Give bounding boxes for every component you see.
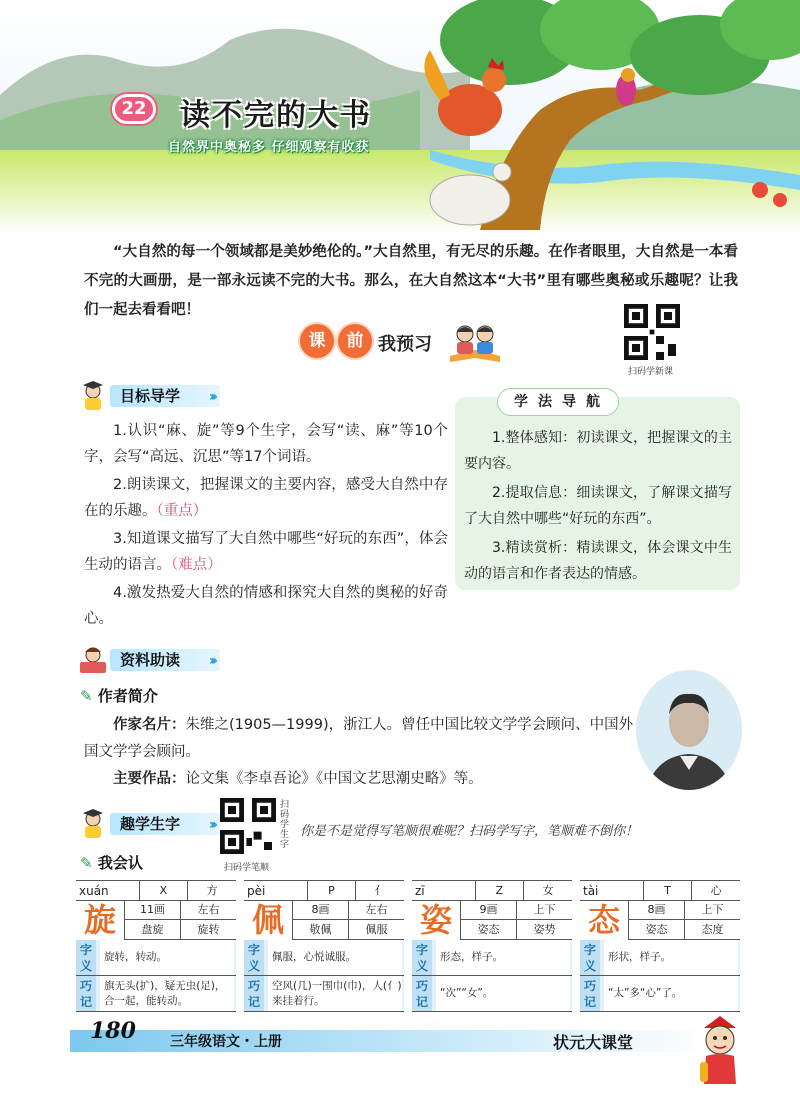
meaning-label: 字义 xyxy=(244,940,264,975)
tip-value: “次”“女”。 xyxy=(436,976,570,1011)
fun-heading xyxy=(110,813,220,835)
tip-value: “太”多“心”了。 xyxy=(604,976,738,1011)
qr-code-icon xyxy=(220,798,276,854)
method-item: 2.提取信息：细读课文，了解课文描写了大自然中哪些“好玩的东西”。 xyxy=(464,485,732,527)
word: 态度 xyxy=(684,920,740,939)
character-glyph: 态 xyxy=(587,901,620,939)
meaning-row xyxy=(580,940,740,976)
goal-item: 4.激发热爱大自然的情感和探究大自然的奥秘的好奇心。 xyxy=(84,585,448,627)
pinyin: tài xyxy=(583,884,599,898)
meaning-row xyxy=(244,940,404,976)
lesson-number-badge: 22 xyxy=(112,94,156,124)
tip-label: 巧记 xyxy=(412,976,432,1011)
stroke-count: 11画 xyxy=(124,900,180,919)
reading-boy-icon xyxy=(76,643,110,677)
author-info xyxy=(84,712,644,793)
tip-row xyxy=(412,976,572,1012)
fun-qr-side-label: 扫码学生字 xyxy=(280,800,290,850)
lesson-title: 读不完的大书 xyxy=(180,98,372,133)
author-heading: ✎ 作者简介 xyxy=(80,687,158,705)
tip-value: 空风(几)一围巾(巾)，人(亻)来挂着行。 xyxy=(268,976,402,1011)
portrait-figure xyxy=(636,670,742,790)
intro-paragraph: “大自然的每一个领域都是美妙绝伦的。”大自然里，有无尽的乐趣。在作者眼里，大自然是一本看不完的大画册，是一部永远读不完的大书。那么，在大自然这本“大书”里有哪些奥秘或乐趣呢？让我们一起去看看吧！ xyxy=(84,244,738,318)
preview-banner xyxy=(300,320,520,364)
character-card xyxy=(76,880,236,1012)
word: 盘旋 xyxy=(124,920,180,939)
tip-row xyxy=(76,976,236,1012)
structure: 左右 xyxy=(180,900,236,919)
tip-label: 巧记 xyxy=(244,976,264,1011)
method-list xyxy=(464,425,732,590)
reading-heading xyxy=(110,649,220,671)
brand-label: 状元大课堂 xyxy=(553,1033,634,1052)
pinyin: pèi xyxy=(247,884,266,898)
character-card xyxy=(412,880,572,1012)
goals-heading-row xyxy=(76,382,220,410)
preview-label: 我预习 xyxy=(378,334,432,355)
scholar-icon xyxy=(76,807,110,841)
radical: 女 xyxy=(523,881,572,900)
word: 旋转 xyxy=(180,920,236,939)
character-card xyxy=(580,880,740,1012)
key-point-mark: （重点） xyxy=(156,503,208,519)
fun-heading-text: 趣学生字 xyxy=(120,815,181,833)
method-heading: 学法导航 xyxy=(497,388,619,416)
meaning-value: 形状，样子。 xyxy=(604,940,738,975)
chevron-right-icon: ››› xyxy=(208,653,215,669)
lesson-header-illustration xyxy=(0,0,800,235)
character-glyph: 佩 xyxy=(251,901,284,939)
meaning-value: 旋转，转动。 xyxy=(100,940,234,975)
radical: 亻 xyxy=(355,881,404,900)
pencil-icon: ✎ xyxy=(80,687,93,705)
fun-qr-caption: 扫码学笔顺 xyxy=(224,863,270,873)
radical: 方 xyxy=(187,881,236,900)
method-item: 1.整体感知：初读课文，把握课文的主要内容。 xyxy=(464,430,732,472)
meaning-value: 佩服，心悦诚服。 xyxy=(268,940,402,975)
meaning-row xyxy=(76,940,236,976)
goal-item: 1.认识“麻、旋”等9个生字，会写“读、麻”等10个字，会写“高远、沉思”等17个词语。 xyxy=(84,423,448,465)
reading-heading-row xyxy=(76,646,220,674)
tip-label: 巧记 xyxy=(76,976,96,1011)
stroke-count: 8画 xyxy=(292,900,348,919)
qr-code-icon xyxy=(624,304,680,360)
tip-value: 旗无头(扩)，疑无虫(足)，合一起，能转动。 xyxy=(100,976,234,1011)
reading-children-icon xyxy=(445,320,505,364)
word: 佩服 xyxy=(348,920,404,939)
lesson-subtitle: 自然界中奥秘多 仔细观察有收获 xyxy=(168,140,370,155)
meaning-row xyxy=(412,940,572,976)
structure: 左右 xyxy=(348,900,404,919)
word: 姿态 xyxy=(628,920,684,939)
structure: 上下 xyxy=(684,900,740,919)
initial-letter: P xyxy=(307,881,356,900)
initial-letter: X xyxy=(139,881,188,900)
structure: 上下 xyxy=(516,900,572,919)
fun-heading-row xyxy=(76,810,220,838)
pinyin: zī xyxy=(415,884,425,898)
goal-item: 2.朗读课文，把握课文的主要内容，感受大自然中存在的乐趣。（重点） xyxy=(84,477,448,519)
goals-heading-text: 目标导学 xyxy=(120,387,181,405)
character-glyph: 旋 xyxy=(83,901,116,939)
initial-letter: T xyxy=(643,881,692,900)
pinyin: xuán xyxy=(79,884,109,898)
page-number: 180 xyxy=(90,1018,136,1044)
stroke-count: 8画 xyxy=(628,900,684,919)
meaning-value: 形态，样子。 xyxy=(436,940,570,975)
character-card xyxy=(244,880,404,1012)
author-works: 主要作品：论文集《李卓吾论》《中国文艺思潮史略》等。 xyxy=(113,771,483,787)
character-glyph: 姿 xyxy=(419,901,452,939)
stroke-count: 9画 xyxy=(460,900,516,919)
chevron-right-icon: ››› xyxy=(208,389,215,405)
reading-heading-text: 资料助读 xyxy=(120,651,181,669)
stroke-order-qr-code[interactable] xyxy=(220,798,276,854)
chevron-right-icon: ››› xyxy=(208,817,215,833)
tip-row xyxy=(580,976,740,1012)
word: 敬佩 xyxy=(292,920,348,939)
preview-qr-code[interactable] xyxy=(624,304,680,360)
word: 姿态 xyxy=(460,920,516,939)
fun-tip-text: 你是不是觉得写笔顺很难呢？扫码学写字，笔顺难不倒你！ xyxy=(300,824,639,839)
preview-qr-caption: 扫码学新课 xyxy=(628,367,674,377)
goals-list xyxy=(84,418,448,634)
difficult-point-mark: （难点） xyxy=(171,557,222,573)
meaning-label: 字义 xyxy=(580,940,600,975)
goal-item: 3.知道课文描写了大自然中哪些“好玩的东西”，体会生动的语言。（难点） xyxy=(84,531,448,573)
meaning-label: 字义 xyxy=(76,940,96,975)
initial-letter: Z xyxy=(475,881,524,900)
know-heading: ✎ 我会认 xyxy=(80,854,143,872)
method-item: 3.精读赏析：精读课文，体会课文中生动的语言和作者表达的情感。 xyxy=(464,540,732,582)
tip-label: 巧记 xyxy=(580,976,600,1011)
tip-row xyxy=(244,976,404,1012)
word: 姿势 xyxy=(516,920,572,939)
goals-heading xyxy=(110,385,220,407)
radical: 心 xyxy=(691,881,740,900)
preview-circle-1: 课 xyxy=(300,324,334,358)
pencil-icon: ✎ xyxy=(80,854,93,872)
grade-label: 三年级语文・上册 xyxy=(170,1034,282,1050)
author-name-card: 作家名片：朱维之(1905—1999)，浙江人。曾任中国比较文学学会顾问、中国外国文学学会顾问。 xyxy=(84,717,634,760)
scholar-icon xyxy=(76,379,110,413)
preview-circle-2: 前 xyxy=(338,324,372,358)
author-portrait xyxy=(636,670,742,790)
meaning-label: 字义 xyxy=(412,940,432,975)
scholar-mascot-icon xyxy=(690,1010,750,1090)
